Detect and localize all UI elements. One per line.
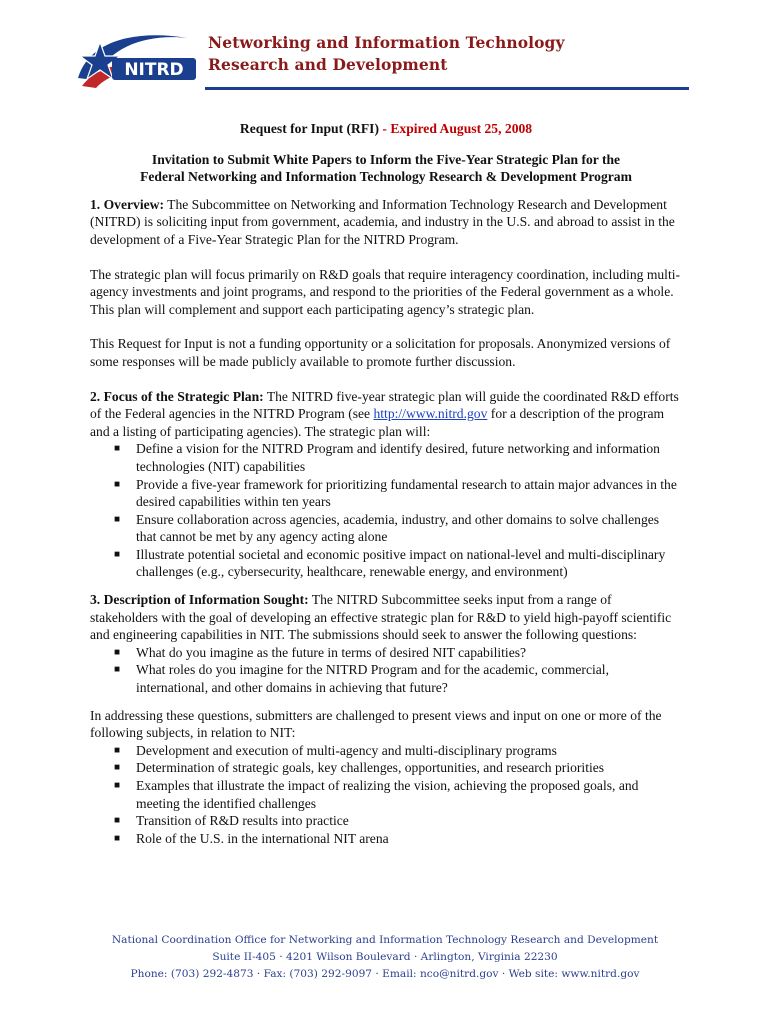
- section3-questions: [90, 644, 682, 697]
- list-item: [114, 661, 682, 696]
- section1-para3: This Request for Input is not a funding opportunity or a solicitation for proposals. Anonymized versions of some responses will be made publicly available to promote further discussion.: [90, 336, 671, 369]
- subject-text: Determination of strategic goals, key challenges, opportunities, and research priorities: [136, 760, 605, 776]
- section1-overview: [90, 196, 682, 249]
- header-rule: [205, 87, 689, 90]
- list-item: [114, 440, 682, 475]
- document-body: [90, 120, 682, 847]
- section1-heading: 1. Overview:: [90, 196, 164, 212]
- org-name-line1: Networking and Information Technology: [208, 33, 565, 52]
- nitrd-website-link[interactable]: http://www.nitrd.gov: [373, 406, 488, 422]
- subject-text: Role of the U.S. in the international NIT arena: [136, 830, 389, 846]
- list-item: [114, 830, 682, 848]
- subjects-list: [90, 742, 682, 848]
- rfi-title: [90, 120, 682, 138]
- section2-bullets: [90, 440, 682, 581]
- list-item: [114, 546, 682, 581]
- bullet-text: Provide a five-year framework for prioritizing fundamental research to attain major advances in the desired capabilities within ten years: [136, 476, 677, 510]
- nitrd-logo: [70, 28, 200, 94]
- page-footer: [0, 932, 770, 983]
- footer-address: Suite II-405 · 4201 Wilson Boulevard · Arlington, Virginia 22230: [212, 951, 558, 963]
- question-text: What roles do you imagine for the NITRD Program and for the academic, commercial, international, and other domains in achieving that future?: [136, 662, 609, 696]
- list-item: [114, 777, 682, 812]
- invitation-title: [90, 151, 682, 186]
- section2-text-b: for a description of the program and a listing of participating agencies). The strategic plan will:: [90, 406, 665, 439]
- section2-text-a: The NITRD five-year strategic plan will guide the coordinated R&D efforts of the Federal agencies in the NITRD Program (see: [90, 388, 679, 422]
- bullet-text: Illustrate potential societal and economic positive impact on national-level and multi-disciplinary challenges (e.g., cybersecurity, healthcare, renewable energy, and environment): [136, 546, 666, 580]
- square-bullet-icon: ■: [114, 744, 121, 756]
- section2-heading: 2. Focus of the Strategic Plan:: [90, 388, 264, 404]
- subject-text: Development and execution of multi-agency and multi-disciplinary programs: [136, 742, 557, 758]
- square-bullet-icon: ■: [114, 646, 121, 658]
- list-item: [114, 476, 682, 511]
- invitation-line2: Federal Networking and Information Technology Research & Development Program: [140, 169, 632, 185]
- square-bullet-icon: ■: [114, 478, 121, 490]
- invitation-line1: Invitation to Submit White Papers to Inform the Five-Year Strategic Plan for the: [151, 151, 621, 167]
- question-text: What do you imagine as the future in terms of desired NIT capabilities?: [136, 644, 527, 660]
- square-bullet-icon: ■: [114, 815, 121, 827]
- list-item: [114, 742, 682, 760]
- org-name-line2: Research and Development: [208, 55, 448, 74]
- section1-text: The Subcommittee on Networking and Information Technology Research and Development (NITRD) is soliciting input from government, academia, and industry in the U.S. and abroad to assist in the development of a Five-Year Strategic Plan for the NITRD Program.: [90, 196, 675, 247]
- square-bullet-icon: ■: [114, 780, 121, 791]
- square-bullet-icon: ■: [114, 664, 121, 676]
- list-item: [114, 511, 682, 546]
- square-bullet-icon: ■: [114, 762, 121, 774]
- section2-focus: [90, 388, 682, 441]
- subject-text: Examples that illustrate the impact of realizing the vision, achieving the proposed goals, and meeting the identified challenges: [136, 778, 639, 811]
- rfi-label: Request for Input (RFI): [239, 121, 379, 136]
- square-bullet-icon: ■: [114, 443, 121, 455]
- bullet-text: Define a vision for the NITRD Program and identify desired, future networking and information technologies (NIT) capabilities: [136, 441, 660, 474]
- footer-contact: Phone: (703) 292-4873 · Fax: (703) 292-9097 · Email: nco@nitrd.gov · Web site: www.nitrd.gov: [130, 968, 640, 980]
- letterhead: [0, 0, 770, 100]
- subject-text: Transition of R&D results into practice: [136, 813, 349, 829]
- logo-text: NITRD: [124, 60, 184, 80]
- list-item: [114, 812, 682, 830]
- square-bullet-icon: ■: [114, 548, 121, 560]
- subjects-intro: In addressing these questions, submitters are challenged to present views and input on one or more of the following subjects, in relation to NIT:: [90, 707, 662, 741]
- section3-heading: 3. Description of Information Sought:: [90, 592, 309, 608]
- expired-notice: - Expired August 25, 2008: [379, 121, 533, 136]
- list-item: [114, 644, 682, 662]
- footer-office: National Coordination Office for Networking and Information Technology Research and Development: [111, 934, 659, 946]
- section3-text: The NITRD Subcommittee seeks input from a range of stakeholders with the goal of developing an effective strategic plan for R&D to yield high-payoff scientific and engineering capabilities in NIT. The submissions should seek to answer the following questions:: [90, 592, 672, 643]
- section1-para2: The strategic plan will focus primarily on R&D goals that require interagency coordination, including multi-agency investments and joint programs, and respond to the priorities of the Federal government as a whole. This plan will complement and support each participating agency’s strategic plan.: [90, 266, 681, 317]
- square-bullet-icon: ■: [114, 832, 121, 844]
- bullet-text: Ensure collaboration across agencies, academia, industry, and other domains to solve challenges that cannot be met by any agency acting alone: [136, 511, 660, 545]
- square-bullet-icon: ■: [114, 513, 121, 525]
- list-item: [114, 759, 682, 777]
- section3-description: [90, 591, 682, 644]
